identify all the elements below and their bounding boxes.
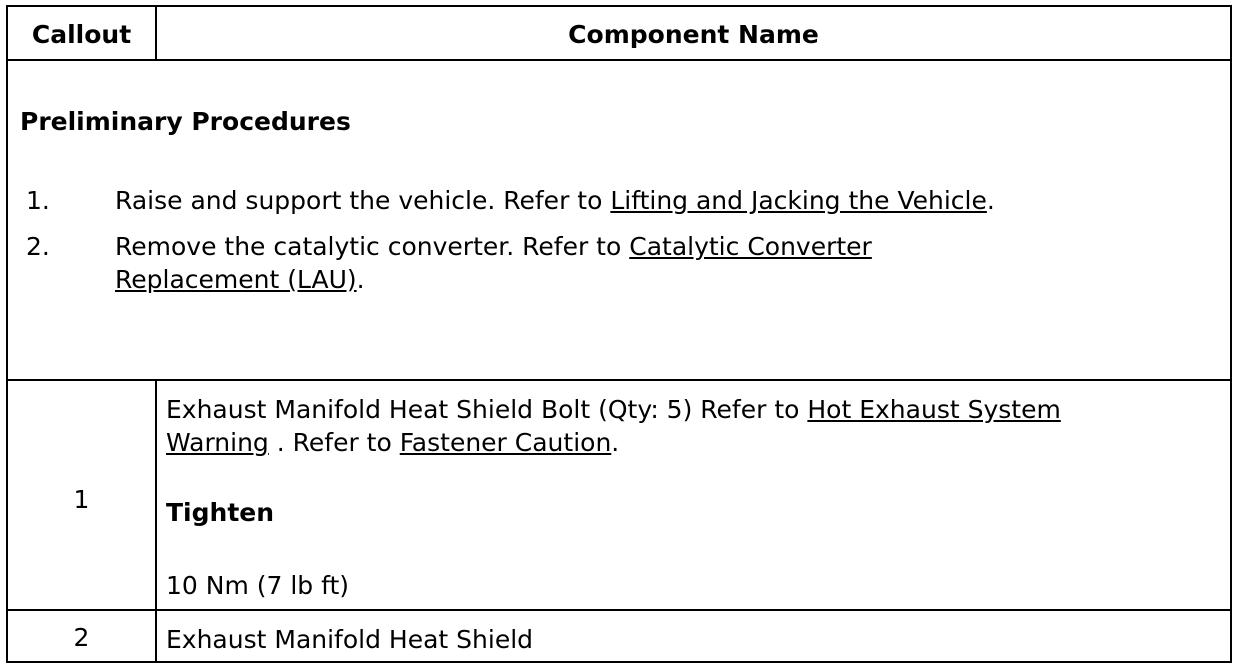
preliminary-procedures-title: Preliminary Procedures <box>20 107 351 136</box>
step-text <box>115 184 1175 217</box>
component-description <box>166 393 1166 459</box>
table-row <box>8 381 1230 611</box>
step-end-punctuation: . <box>356 265 365 294</box>
component-table <box>6 5 1232 663</box>
description-text: Exhaust Manifold Heat Shield Bolt (Qty: 5) Refer to <box>166 395 808 424</box>
component-name-column-header: Component Name <box>568 19 819 49</box>
catalytic-converter-link[interactable]: Catalytic Converter Replacement (LAU) <box>115 232 872 294</box>
callout-number: 2 <box>73 623 90 652</box>
component-name: Exhaust Manifold Heat Shield <box>166 625 534 654</box>
step-instruction: Remove the catalytic converter. Refer to <box>115 232 630 261</box>
callout-column-header: Callout <box>31 19 132 49</box>
torque-spec: 10 Nm (7 lb ft) <box>166 571 350 600</box>
lifting-jacking-link[interactable]: Lifting and Jacking the Vehicle <box>610 186 987 215</box>
table-row <box>8 611 1230 661</box>
table-header-row <box>8 7 1230 61</box>
description-text: . Refer to <box>268 428 400 457</box>
step-number: 1. <box>26 186 50 215</box>
hot-exhaust-warning-link[interactable]: Hot Exhaust System Warning <box>166 395 1061 457</box>
step-end-punctuation: . <box>986 186 995 215</box>
step-text <box>115 230 955 296</box>
preliminary-procedures-row <box>8 61 1230 381</box>
step-instruction: Raise and support the vehicle. Refer to <box>115 186 611 215</box>
step-number: 2. <box>26 232 50 261</box>
column-divider <box>155 381 157 609</box>
tighten-label: Tighten <box>166 498 275 527</box>
column-divider <box>155 611 157 661</box>
description-end-punctuation: . <box>611 428 620 457</box>
fastener-caution-link[interactable]: Fastener Caution <box>399 428 612 457</box>
callout-number: 1 <box>73 485 90 514</box>
